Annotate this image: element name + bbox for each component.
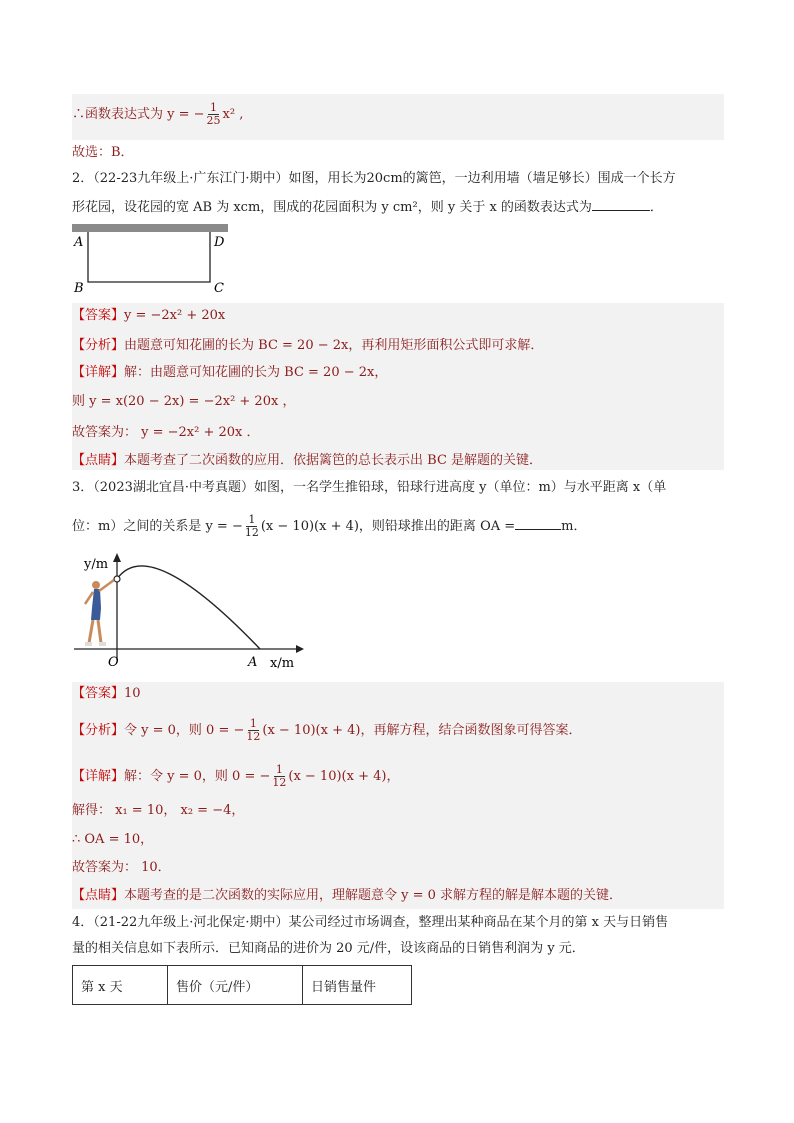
q3-answer: 【答案】10: [72, 686, 141, 701]
table-header-row: [73, 966, 412, 1005]
q2-detail-1: 【详解】解：由题意可知花圃的长为 BC = 20 − 2x，: [72, 365, 388, 380]
q3-analysis: 【分析】令 y = 0，则 0 = − $\frac{1}{12}$ (x − 10)(x + 4)，再解方程，结合函数图象可得答案．: [72, 717, 582, 743]
q2-answer: 【答案】y = −2x² + 20x: [72, 308, 226, 323]
x-axis-arrow: [296, 645, 304, 653]
q2-comment: 【点睛】本题考查了二次函数的应用．依据篱笆的总长表示出 BC 是解题的关键．: [72, 453, 543, 468]
label-c: C: [214, 281, 224, 296]
table-header-price: 售价（元/件）: [168, 966, 303, 1005]
label-a: A: [74, 235, 84, 250]
table-header-sales: 日销售量件: [303, 966, 412, 1005]
q3-detail-4: 故答案为： 10．: [72, 860, 171, 875]
q4-stem-line1: 4．（21-22九年级上·河北保定·期中）某公司经过市场调查，整理出某种商品在某个月的第 x 天与日销售: [72, 915, 669, 930]
q1-choice: 故选：B．: [72, 145, 134, 160]
table-header-day: 第 x 天: [73, 966, 168, 1005]
trajectory-curve: [117, 566, 260, 649]
release-point: [114, 576, 120, 582]
q2-detail-3: 故答案为： y = −2x² + 20x ．: [72, 425, 260, 440]
garden-fence: [88, 232, 210, 282]
y-axis-arrow: [113, 553, 121, 562]
q4-stem-line2: 量的相关信息如下表所示．已知商品的进价为 20 元/件，设该商品的日销售利润为 y 元．: [72, 941, 585, 956]
q2-stem-line1: 2．（22-23九年级上·广东江门·期中）如图，用长为20cm的篱笆，一边利用墙（墙足够长）围成一个长方: [72, 171, 676, 186]
label-b: B: [74, 281, 84, 296]
q3-comment: 【点睛】本题考查的是二次函数的实际应用，理解题意令 y = 0 求解方程的解是解本题的关键．: [72, 888, 623, 903]
q3-detail-1: 【详解】解：令 y = 0，则 0 = − $\frac{1}{12}$ (x − 10)(x + 4)，: [72, 763, 400, 789]
q3-detail-3: ∴ OA = 10，: [72, 832, 154, 847]
y-axis-label: y/m: [84, 557, 109, 572]
student-figure: [85, 580, 114, 646]
point-a-label: A: [248, 655, 258, 670]
q3-shotput-graph: [70, 548, 310, 674]
q3-stem-line2: 位：m）之间的关系是 y = − $\frac{1}{12}$ (x − 10)(x + 4)，则铅球推出的距离 OA = m．: [72, 513, 587, 539]
q2-stem-line2: 形花园，设花园的宽 AB 为 xcm，围成的花园面积为 y cm²，则 y 关于 x 的函数表达式为 ．: [72, 196, 663, 218]
q3-stem-line1: 3．（2023湖北宜昌·中考真题）如图，一名学生推铅球，铅球行进高度 y（单位：m）与水平距离 x（单: [72, 480, 667, 495]
solution-shade-q2: [72, 303, 724, 470]
origin-label: O: [108, 655, 119, 670]
q2-analysis: 【分析】由题意可知花圃的长为 BC = 20 − 2x，再利用矩形面积公式即可求解．: [72, 338, 544, 353]
label-d: D: [214, 235, 225, 250]
x-axis-label: x/m: [270, 656, 295, 671]
wall: [72, 224, 228, 232]
q4-sales-table: [72, 965, 412, 1005]
q1-expression: ∴函数表达式为 y = − $\frac{1}{25}$ x² ,: [72, 101, 244, 127]
q2-detail-2: 则 y = x(20 − 2x) = −2x² + 20x ，: [72, 394, 296, 409]
q2-garden-figure: [70, 222, 240, 300]
q3-detail-2: 解得： x₁ = 10， x₂ = −4，: [72, 803, 245, 818]
